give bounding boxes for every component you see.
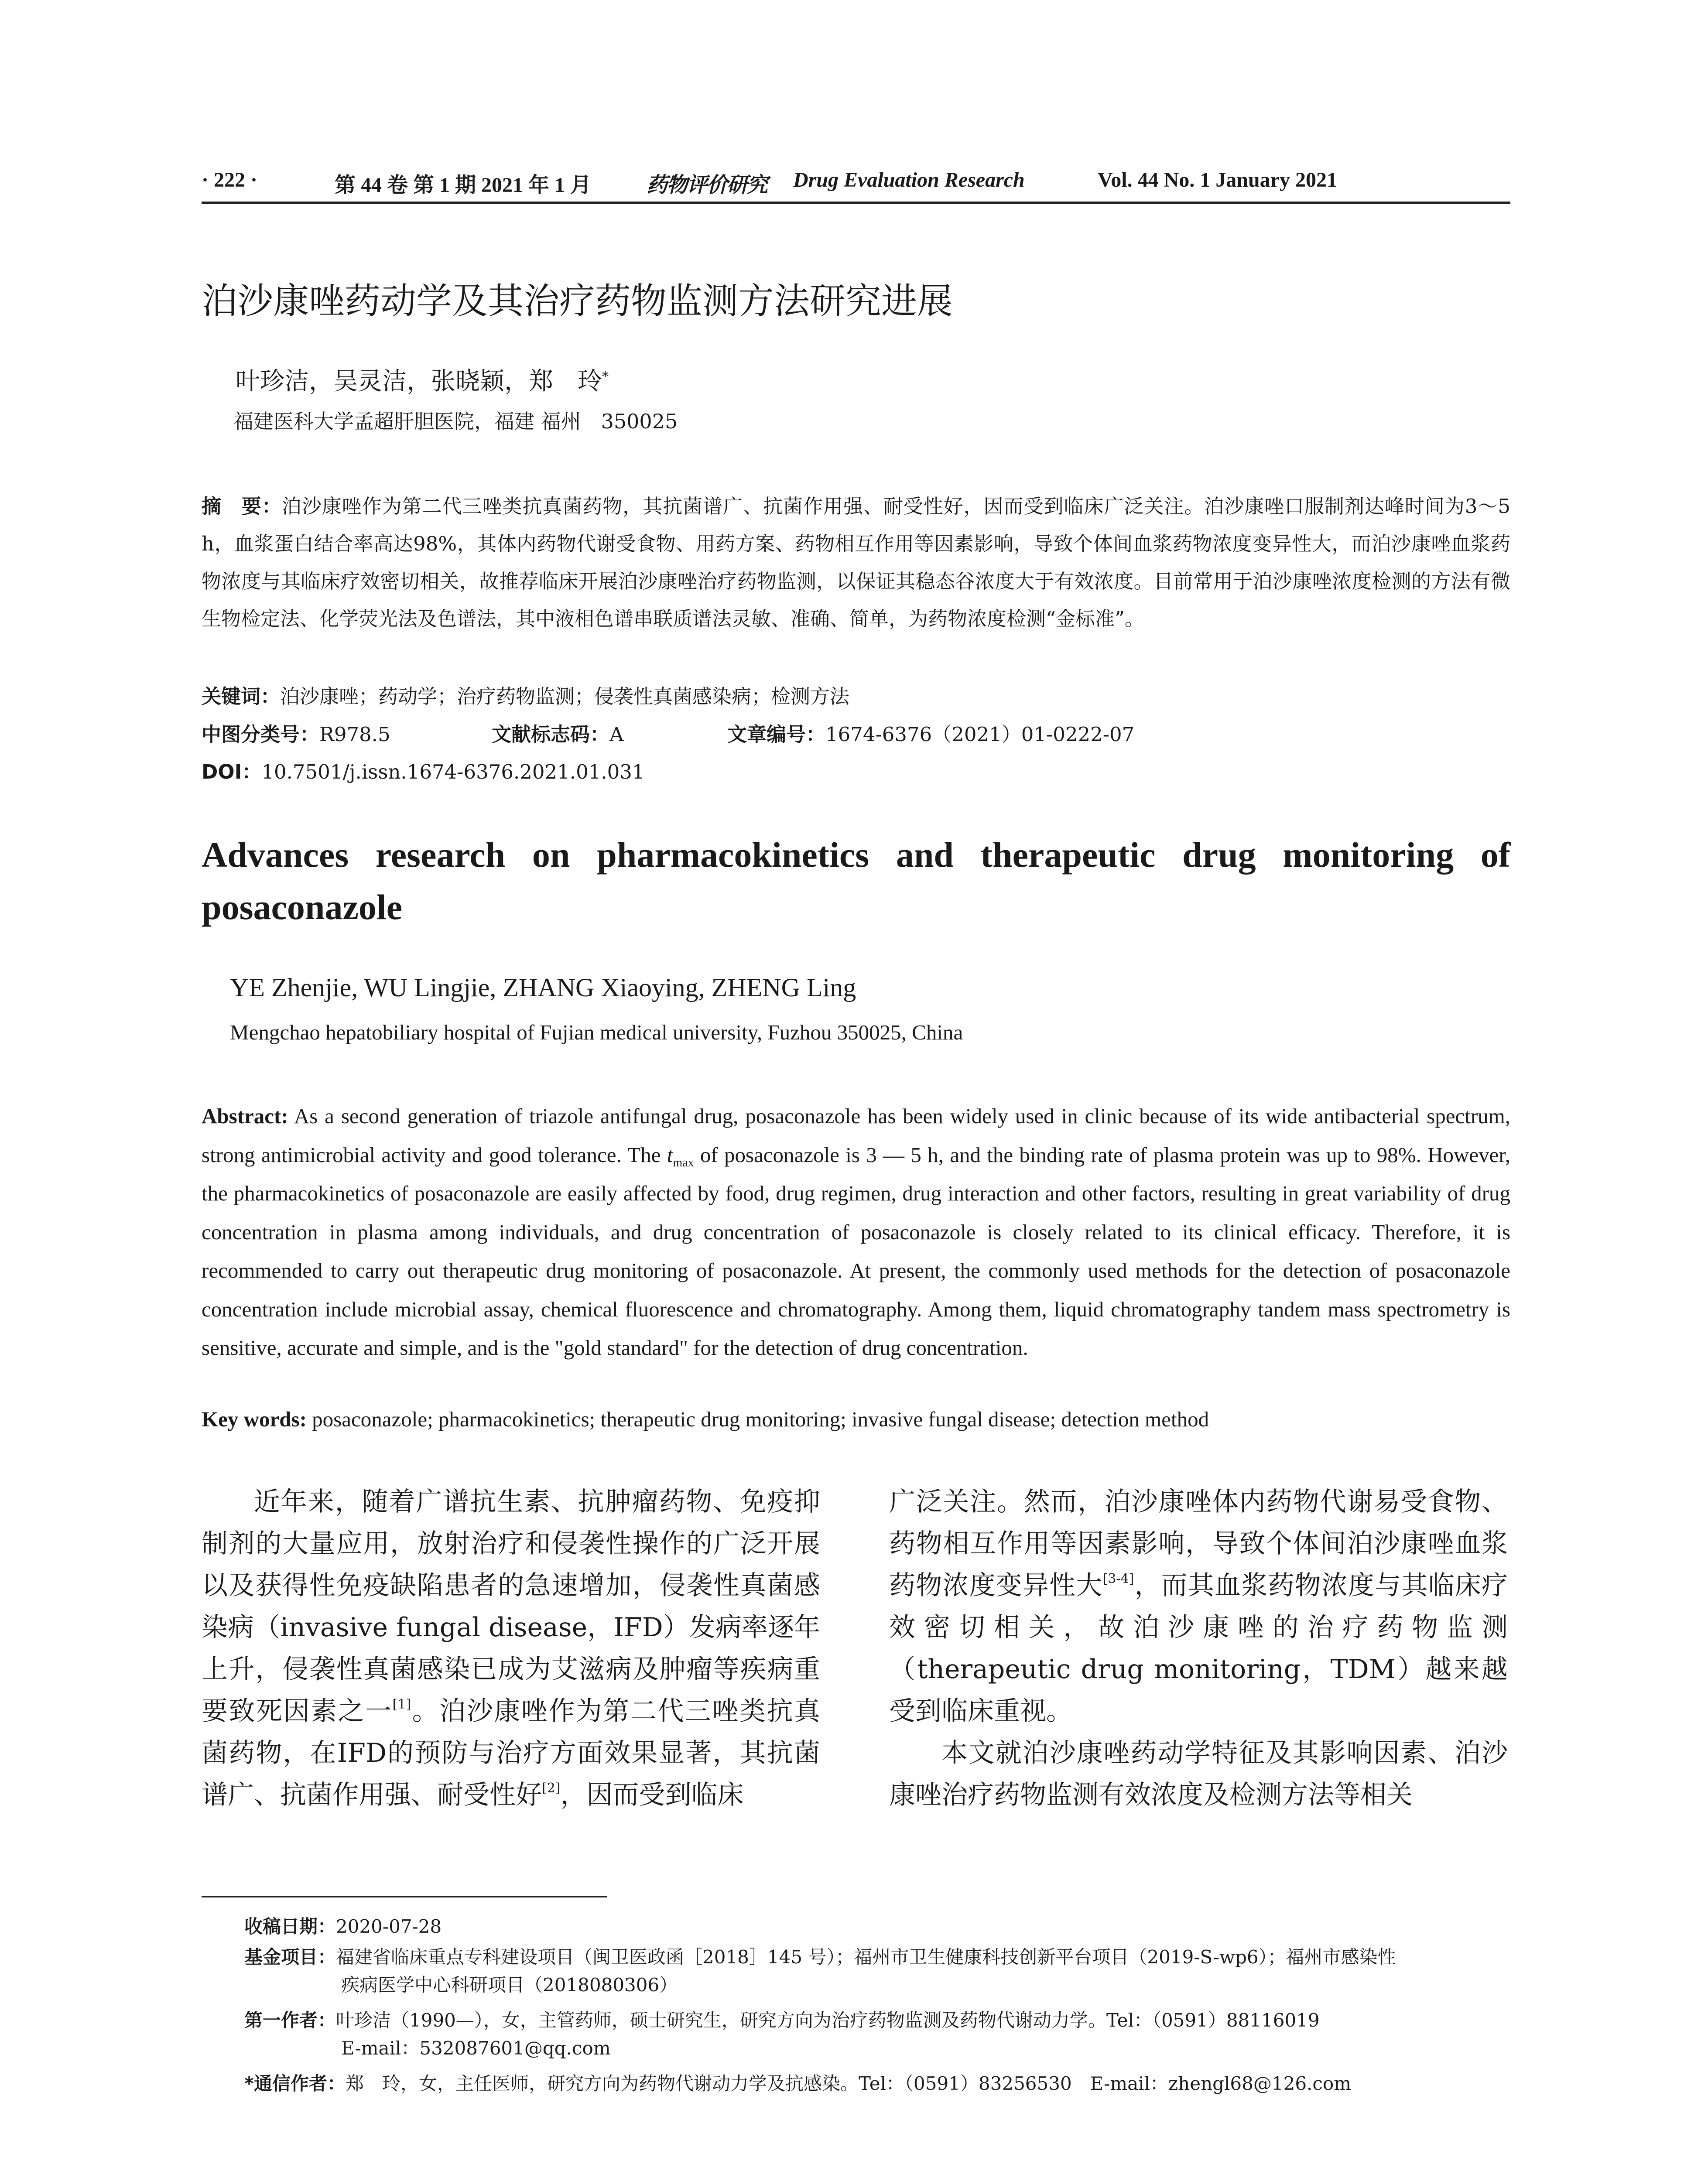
- body-column-right: [889, 1481, 1508, 1816]
- article-label: 文章编号：: [727, 723, 826, 746]
- body-text: ，因而受到临床: [560, 1780, 744, 1810]
- abstract-en: [202, 1097, 1510, 1367]
- title-cn: 泊沙康唑药动学及其治疗药物监测方法研究进展: [202, 280, 953, 322]
- volume-issue-en: Vol. 44 No. 1 January 2021: [1098, 168, 1337, 191]
- tmax-symbol: t: [667, 1142, 673, 1167]
- citation-2[interactable]: [2]: [542, 1781, 561, 1796]
- tmax-subscript: max: [673, 1155, 694, 1169]
- abstract-en-label: Abstract:: [202, 1104, 288, 1128]
- received-label: 收稿日期：: [244, 1916, 336, 1937]
- doi-label: DOI：: [202, 760, 262, 783]
- body-text: 广泛关注。然而，泊沙康唑体内药物代谢易受食物、药物相互作用等因素影响，导致个体间泊沙康唑血浆药物浓度变异性大: [889, 1487, 1508, 1601]
- abstract-cn-text: 泊沙康唑作为第二代三唑类抗真菌药物，其抗菌谱广、抗菌作用强、耐受性好，因而受到临床广泛关注。泊沙康唑口服制剂达峰时间为3～5 h，血浆蛋白结合率高达98%，其体内药物代谢受食物、用药方案、药物相互作用等因素影响，导致个体间血浆药物浓度变异性大，而泊沙康唑血浆药物浓度与其临床疗效密切相关，故推荐临床开展泊沙康唑治疗药物监测，以保证其稳态谷浓度大于有效浓度。目前常用于泊沙康唑浓度检测的方法有微生物检定法、化学荧光法及色谱法，其中液相色谱串联质谱法灵敏、准确、简单，为药物浓度检测“金标准”。: [202, 495, 1510, 630]
- corresponding-text: 郑 玲，女，主任医师，研究方向为药物代谢动力学及抗感染。Tel：（0591）83256530 E-mail：zhengl68@126.com: [345, 2073, 1352, 2094]
- footnote-received: [244, 1913, 1509, 1941]
- clc-number: [202, 718, 390, 747]
- citation-3-4[interactable]: [3-4]: [1102, 1571, 1134, 1586]
- abstract-en-text-b: of posaconazole is 3 — 5 h, and the binding rate of plasma protein was up to 98%. However, the pharmacokinetics of posaconazole are easily affected by food, drug regimen, drug interaction and other factors, resulting in great variability of drug concentration in plasma among individuals, and drug concentration of posaconazole is closely related to its clinical efficacy. Therefore, it is recommended to carry out therapeutic drug monitoring of posaconazole. At present, the commonly used methods for the detection of posaconazole concentration include microbial assay, chemical fluorescence and chromatography. Among them, liquid chromatography tandem mass spectrometry is sensitive, accurate and simple, and is the "gold standard" for the detection of drug concentration.: [202, 1142, 1511, 1360]
- body-text: 近年来，随着广谱抗生素、抗肿瘤药物、免疫抑制剂的大量应用，放射治疗和侵袭性操作的广泛开展以及获得性免疫缺陷患者的急速增加，侵袭性真菌感染病（invasive fungal disease，IFD）发病率逐年上升，侵袭性真菌感染已成为艾滋病及肿瘤等疾病重要致死因素之一: [202, 1487, 820, 1726]
- footnote-first-author: [244, 2007, 1509, 2062]
- affiliation-en: Mengchao hepatobiliary hospital of Fujian medical university, Fuzhou 350025, China: [230, 1020, 963, 1044]
- article-number: [727, 718, 1134, 747]
- keywords-cn-label: 关键词：: [202, 685, 281, 708]
- header-rule: [202, 202, 1510, 204]
- journal-logo: 药物评价研究: [647, 173, 767, 197]
- abstract-cn-label: 摘 要：: [202, 495, 282, 518]
- keywords-cn: [202, 680, 849, 709]
- running-header: [202, 168, 1510, 197]
- doc-label: 文献标志码：: [492, 723, 610, 746]
- fund-text-cont: 疾病医学中心科研项目（2018080306）: [341, 1974, 678, 1996]
- body-paragraph: [202, 1481, 820, 1816]
- corresponding-mark: *: [602, 369, 609, 385]
- abstract-cn: [202, 488, 1510, 638]
- title-en: Advances research on pharmacokinetics and therapeutic drug monitoring of posaconazole: [202, 835, 1510, 927]
- body-text: ，而其血浆药物浓度与其临床疗效密切相关，故泊沙康唑的治疗药物监测（therapeutic drug monitoring，TDM）越来越受到临床重视。: [889, 1570, 1508, 1726]
- doi-link[interactable]: 10.7501/j.issn.1674-6376.2021.01.031: [261, 760, 645, 783]
- authors-cn-names: 叶珍洁，吴灵洁，张晓颖，郑 玲: [236, 367, 602, 396]
- keywords-cn-text: 泊沙康唑；药动学；治疗药物监测；侵袭性真菌感染病；检测方法: [280, 685, 850, 708]
- footnote-rule: [202, 1896, 607, 1897]
- clc-value: R978.5: [319, 723, 390, 746]
- clc-label: 中图分类号：: [202, 723, 320, 746]
- abstract-en-text-a: As a second generation of triazole antifungal drug, posaconazole has been widely used in clinic because of its wide antibacterial spectrum, strong antimicrobial activity and good tolerance. The: [202, 1104, 1510, 1167]
- citation-1[interactable]: [1]: [392, 1697, 411, 1712]
- first-author-text: 叶珍洁（1990—），女，主管药师，硕士研究生，研究方向为治疗药物监测及药物代谢动力学。Tel：（0591）88116019: [336, 2010, 1320, 2031]
- keywords-en-text: posaconazole; pharmacokinetics; therapeutic drug monitoring; invasive fungal disease; detection method: [306, 1407, 1209, 1431]
- body-column-left: [202, 1481, 820, 1816]
- received-date: 2020-07-28: [336, 1916, 442, 1937]
- doc-value: A: [609, 723, 624, 746]
- doi: [202, 756, 645, 784]
- page-number: · 222 ·: [202, 168, 258, 191]
- body-paragraph: 本文就泊沙康唑药动学特征及其影响因素、泊沙康唑治疗药物监测有效浓度及检测方法等相关: [889, 1738, 1508, 1810]
- article-value: 1674-6376（2021）01-0222-07: [825, 723, 1135, 746]
- document-code: [492, 718, 624, 747]
- footnote-fund: [244, 1943, 1509, 1999]
- corresponding-label: *通信作者：: [244, 2073, 346, 2094]
- body-text: 。泊沙康唑作为第二代三唑类抗真菌药物，在IFD的预防与治疗方面效果显著，其抗菌谱广、抗菌作用强、耐受性好: [202, 1696, 821, 1810]
- journal-name-en: Drug Evaluation Research: [793, 168, 1025, 191]
- affiliation-cn: 福建医科大学孟超肝胆医院，福建 福州 350025: [233, 410, 678, 433]
- first-author-label: 第一作者：: [244, 2010, 336, 2031]
- authors-en: YE Zhenjie, WU Lingjie, ZHANG Xiaoying, ZHENG Ling: [230, 973, 856, 1002]
- footnote-corresponding: [244, 2070, 1509, 2098]
- fund-label: 基金项目：: [244, 1946, 336, 1968]
- keywords-en: [202, 1407, 1209, 1432]
- authors-cn: [236, 362, 609, 397]
- keywords-en-label: Key words:: [202, 1407, 307, 1431]
- body-paragraph: [889, 1481, 1508, 1732]
- volume-issue-cn: 第 44 卷 第 1 期 2021 年 1 月: [335, 174, 592, 197]
- classification-line: [202, 718, 1510, 745]
- fund-text: 福建省临床重点专科建设项目（闽卫医政函［2018］145 号）；福州市卫生健康科技创新平台项目（2019-S-wp6）；福州市感染性: [336, 1946, 1396, 1968]
- first-author-email[interactable]: E-mail：532087601@qq.com: [341, 2037, 611, 2059]
